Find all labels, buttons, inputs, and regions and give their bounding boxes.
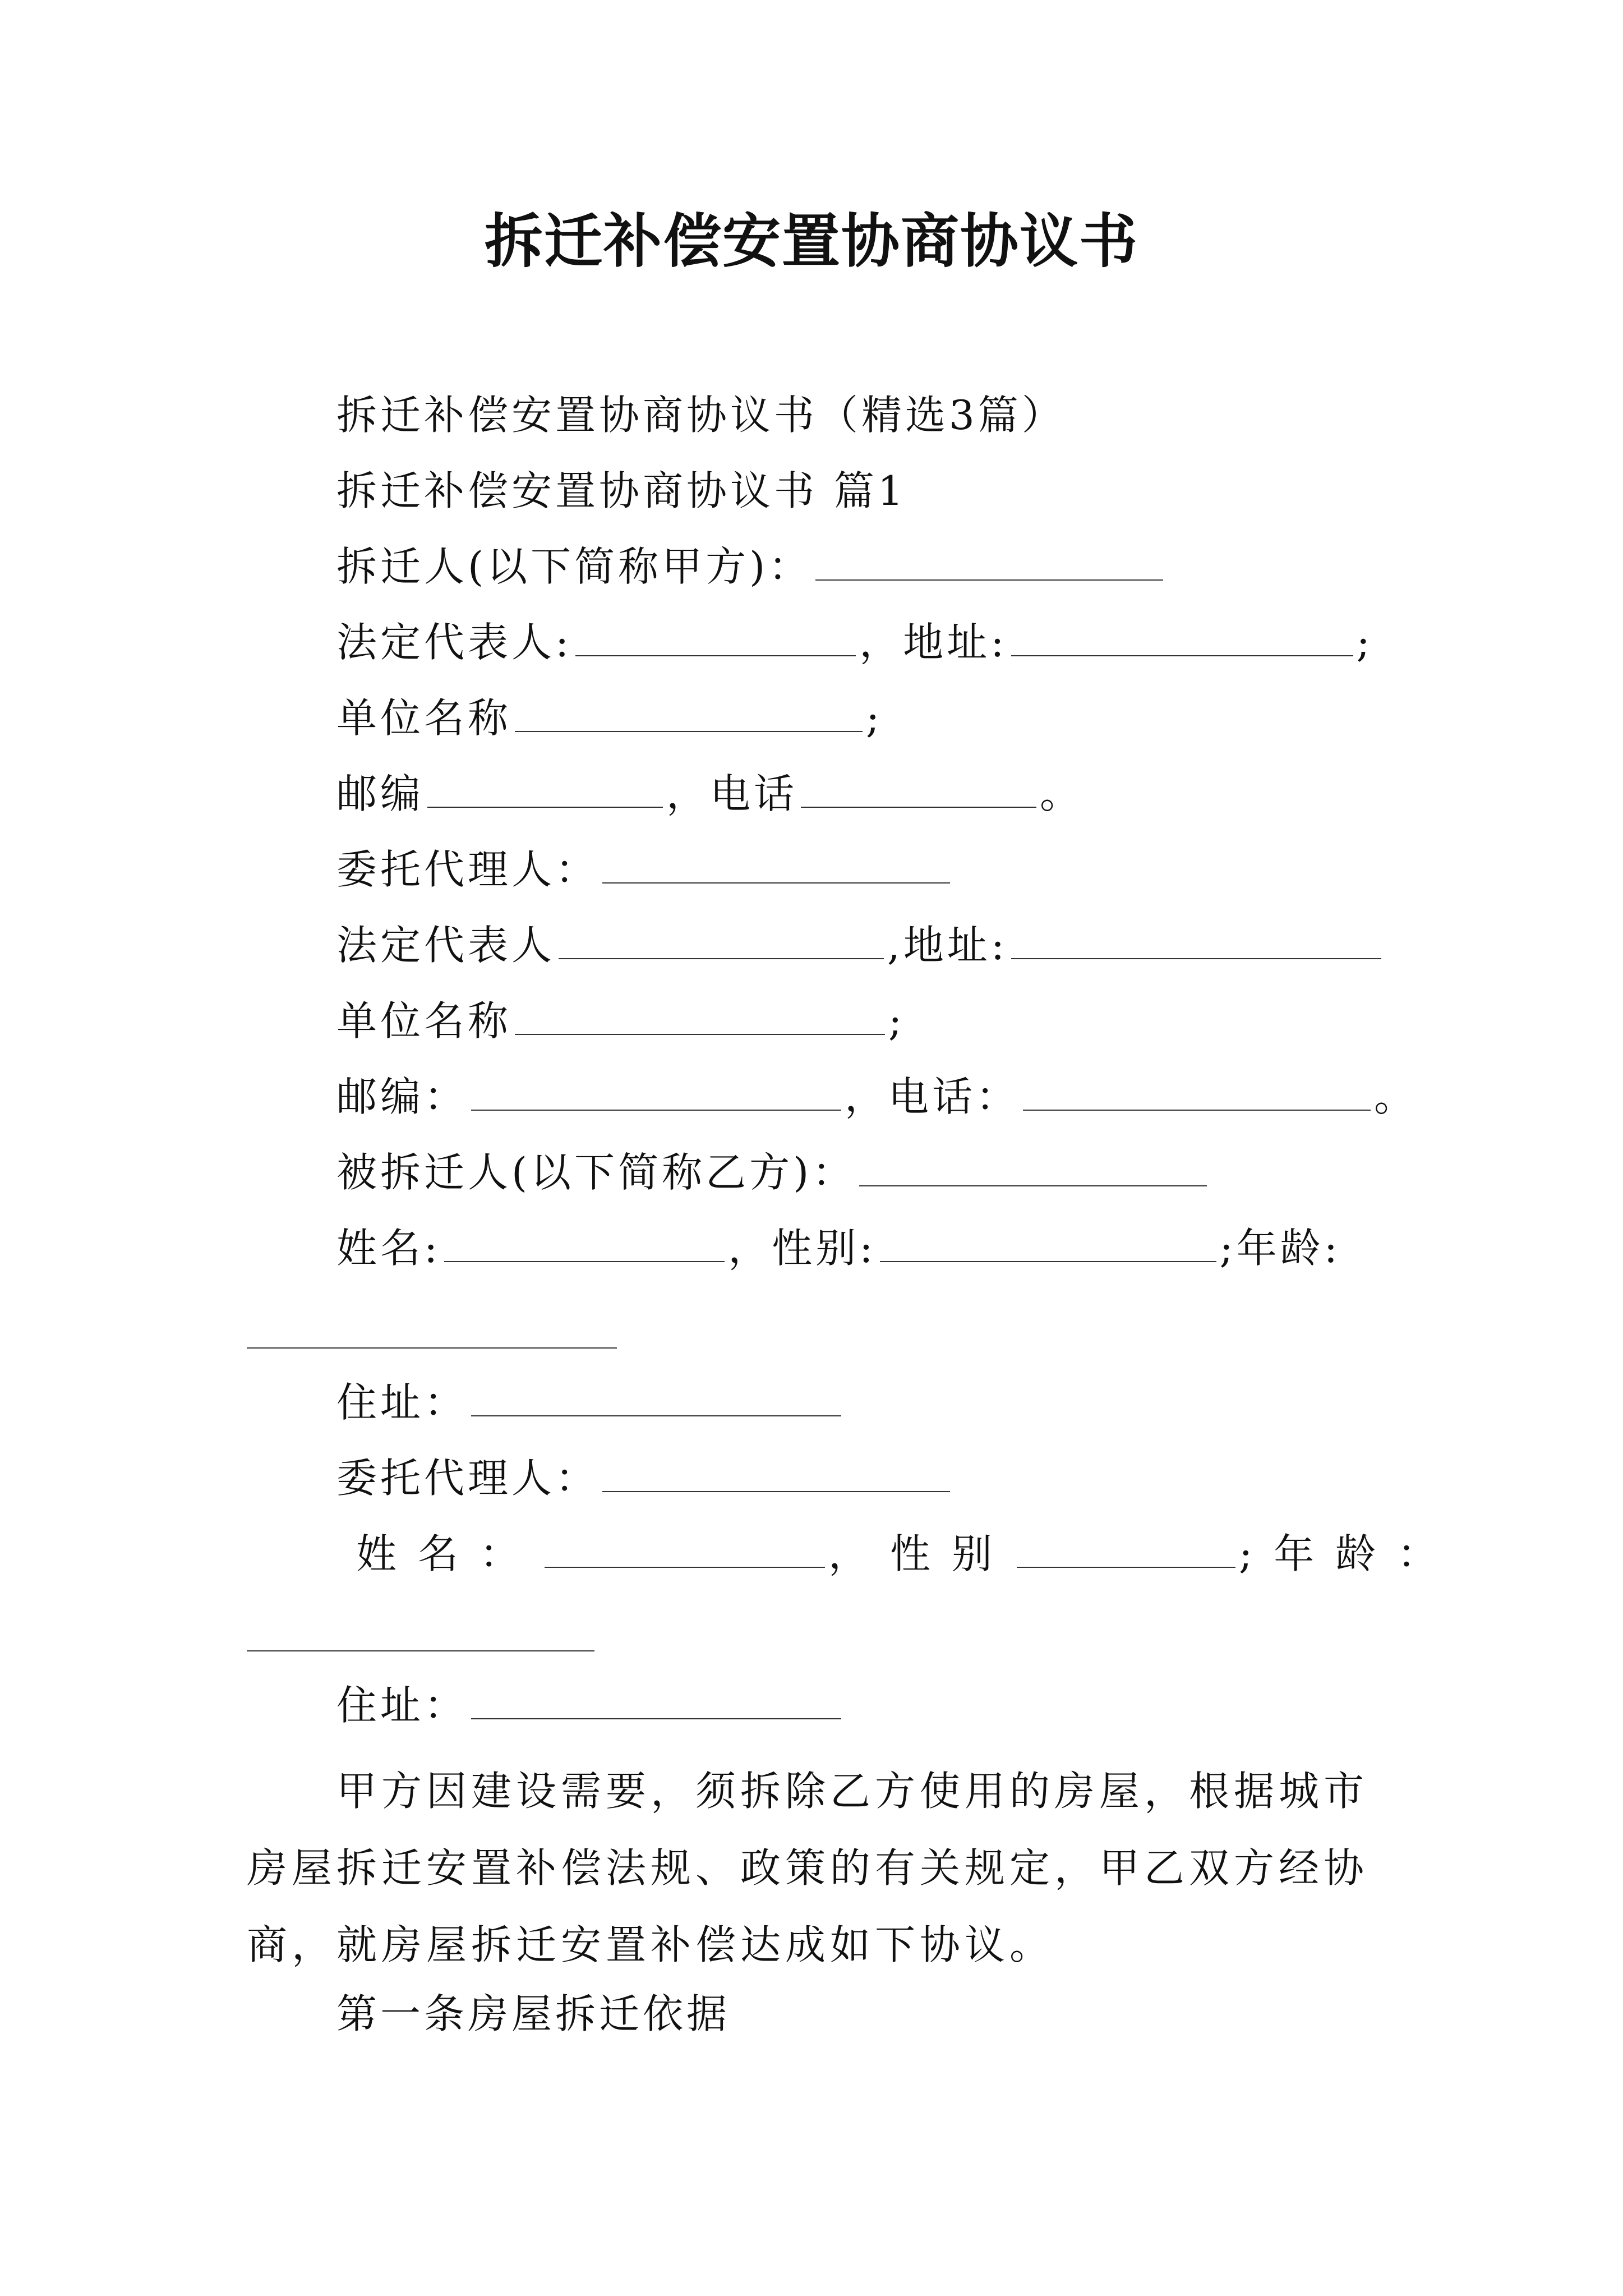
address-label: ，地址: — [859, 619, 1008, 666]
phone2-blank[interactable] — [1023, 1076, 1371, 1111]
agent-b-age-label: ;年龄： — [1239, 1530, 1459, 1577]
legal-rep2-blank[interactable] — [559, 924, 884, 959]
unit-name-row — [336, 690, 883, 746]
party-b-name-row — [336, 1220, 1341, 1276]
agent-b-residence-row — [336, 1677, 845, 1733]
agent-b-residence-label: 住址： — [336, 1682, 468, 1729]
b-age-blank[interactable] — [247, 1346, 617, 1349]
b-age-label: ;年龄: — [1219, 1225, 1341, 1272]
postcode-label: 邮编 — [336, 770, 425, 817]
b-residence-blank[interactable] — [471, 1382, 841, 1416]
article-1-text: 第一条房屋拆迁依据 — [336, 1990, 731, 2037]
phone2-label: ，电话： — [845, 1073, 1020, 1120]
party-b-name-blank[interactable] — [859, 1152, 1207, 1186]
agent-b-label: 委托代理人： — [336, 1455, 600, 1502]
phone-period: 。 — [1040, 770, 1084, 817]
document-subtitle — [336, 387, 1066, 443]
unit-name-semicolon: ; — [866, 694, 883, 742]
postcode-row — [336, 766, 1083, 822]
legal-rep2-label: 法定代表人 — [336, 922, 556, 969]
postcode2-label: 邮编： — [336, 1073, 468, 1120]
agent-a-label: 委托代理人： — [336, 846, 600, 893]
legal-rep-label: 法定代表人: — [336, 619, 573, 666]
agent-b-gender-blank[interactable] — [1017, 1533, 1235, 1568]
agent-b-blank[interactable] — [602, 1457, 950, 1492]
agent-b-age-blank[interactable] — [247, 1649, 594, 1651]
postcode-blank[interactable] — [427, 773, 663, 808]
section-heading-text: 拆迁补偿安置协商协议书 篇1 — [336, 467, 907, 514]
article-1-heading — [336, 1986, 730, 2042]
b-name-blank[interactable] — [444, 1227, 725, 1262]
unit-name2-blank[interactable] — [515, 1000, 885, 1035]
b-gender-label: ，性别: — [728, 1225, 877, 1272]
agent-b-row — [336, 1450, 953, 1506]
subtitle-text: 拆迁补偿安置协商协议书（精选3篇） — [336, 392, 1066, 439]
agent-b-name-blank[interactable] — [545, 1533, 825, 1568]
section-heading — [336, 463, 907, 519]
body-paragraph: 甲方因建设需要，须拆除乙方使用的房屋，根据城市房屋拆迁安置补偿法规、政策的有关规定，甲乙双方经协商，就房屋拆迁安置补偿达成如下协议。 — [247, 1768, 1369, 1968]
phone2-period: 。 — [1374, 1073, 1418, 1120]
agent-a-blank[interactable] — [602, 849, 950, 884]
agent-a-row — [336, 841, 953, 898]
address-blank[interactable] — [1011, 622, 1353, 656]
agent-b-name-row — [356, 1526, 1459, 1582]
b-residence-row — [336, 1374, 845, 1430]
unit-name2-row — [336, 993, 905, 1049]
party-b-row — [336, 1144, 1210, 1200]
legal-rep-row — [336, 614, 1373, 670]
unit-name-label: 单位名称 — [336, 694, 512, 742]
party-a-label: 拆迁人(以下简称甲方)： — [336, 543, 813, 590]
address2-label: ,地址: — [887, 922, 1008, 969]
b-gender-blank[interactable] — [880, 1227, 1216, 1262]
party-a-row — [336, 539, 1166, 595]
b-name-label: 姓名: — [336, 1225, 441, 1272]
document-title: 拆迁补偿安置协商协议书 — [484, 206, 1138, 275]
agent-b-residence-blank[interactable] — [471, 1685, 841, 1719]
unit-name-blank[interactable] — [515, 697, 863, 732]
phone-blank[interactable] — [801, 773, 1036, 808]
party-b-label: 被拆迁人(以下简称乙方)： — [336, 1149, 856, 1196]
unit-name2-label: 单位名称 — [336, 997, 512, 1045]
postcode2-blank[interactable] — [471, 1076, 841, 1111]
agent-b-name-label: 姓名： — [356, 1530, 542, 1577]
legal-rep2-row — [336, 917, 1385, 973]
b-residence-label: 住址： — [336, 1379, 468, 1426]
agent-b-gender-label: ，性别 — [828, 1530, 1014, 1577]
address2-blank[interactable] — [1011, 924, 1381, 959]
address-semicolon: ; — [1356, 619, 1373, 666]
postcode2-row — [336, 1069, 1418, 1125]
legal-rep-blank[interactable] — [575, 622, 856, 656]
party-a-name-blank[interactable] — [815, 546, 1163, 581]
unit-name2-semicolon: ; — [888, 997, 906, 1045]
phone-label: ，电话 — [666, 770, 798, 817]
